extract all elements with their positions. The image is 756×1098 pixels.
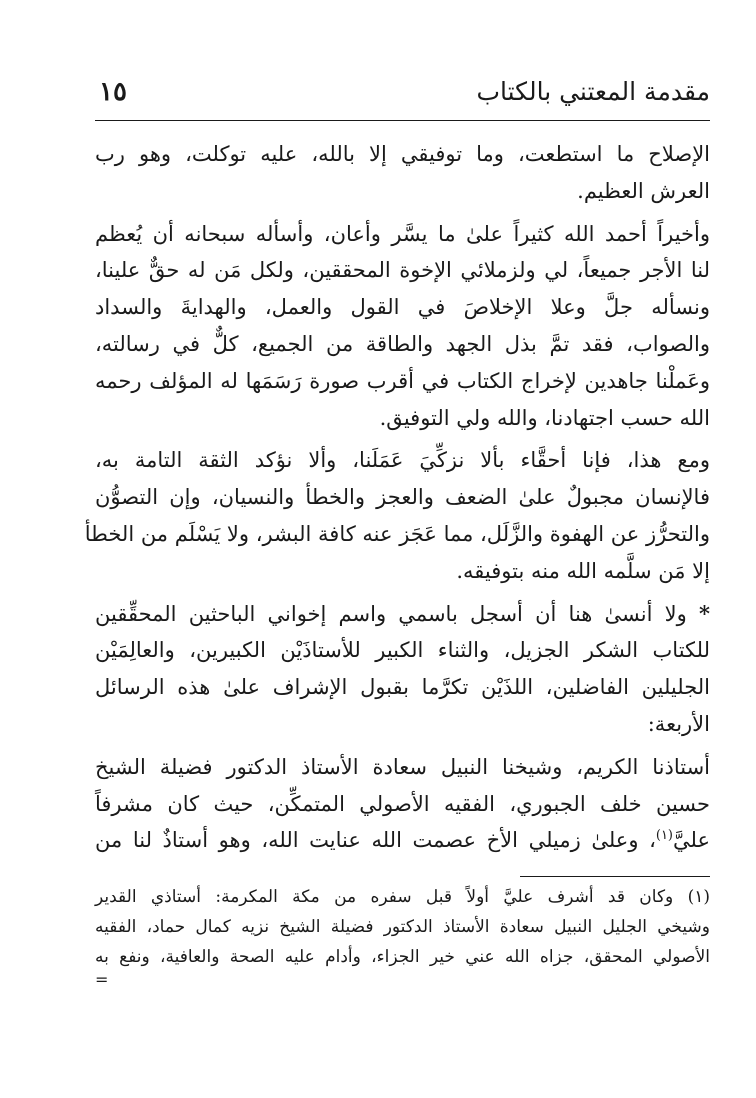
star-bullet: * [699, 600, 710, 626]
text-line: لنا الأجر جميعاً، لي ولزملائي الإخوة المحققين، ولكل مَن له حقٌّ علينا، [95, 258, 710, 283]
text-line: الجليلين الفاضلين، اللذَيْن تكرَّما بقبول الإشراف علىٰ هذه الرسائل [95, 675, 710, 700]
footnote-line: (١) وكان قد أشرف عليَّ أولاً قبل سفره من مكة المكرمة: أستاذي القدير [95, 887, 710, 907]
book-page [84, 70, 711, 989]
text-line [95, 596, 710, 633]
text-line: ومع هذا، فإنا أحقَّاء بألا نزكِّيَ عَمَلَنا، وألا نؤكد الثقة التامة به، [95, 448, 711, 473]
text-line: والصواب، فقد تمَّ بذل الجهد والطاقة من الجميع، كلٌّ في رسالته، [95, 331, 710, 356]
text-line: فالإنسان مجبولٌ علىٰ الضعف والعجز والخطأ والنسيان، وإن التصوُّن [95, 485, 710, 510]
text-line: العرش العظيم. [577, 178, 710, 203]
paragraph-5 [95, 749, 710, 859]
text-line: أستاذنا الكريم، وشيخنا النبيل سعادة الأستاذ الدكتور فضيلة الشيخ [95, 754, 710, 779]
text-line: وأخيراً أحمد الله كثيراً علىٰ ما يسَّر وأعان، وأسأله سبحانه أن يُعظم [95, 221, 710, 246]
page-header [95, 70, 710, 114]
footnote [95, 882, 710, 972]
text-line: ونسأله جلَّ وعلا الإخلاصَ في القول والعمل، والهدايةَ والسداد [95, 295, 710, 320]
text-line [95, 822, 710, 859]
text-line-start: عليَّ [673, 828, 710, 853]
paragraph-2 [95, 216, 710, 437]
text-line: حسين خلف الجبوري، الفقيه الأصولي المتمكِّن، حيث كان مشرفاً [95, 791, 710, 816]
footnote-divider [520, 876, 710, 877]
footnote-reference[interactable]: (١) [655, 828, 673, 844]
footnote-line: وشيخي الجليل النبيل سعادة الأستاذ الدكتور فضيلة الشيخ نزيه كمال حماد، الفقيه [95, 917, 710, 937]
header-divider [95, 120, 710, 121]
paragraph-1 [95, 136, 710, 210]
text-line: والتحرُّز عن الهفوة والزَّلَل، مما عَجَز عنه كافة البشر، ولا يَسْلَم من الخطأ [84, 521, 710, 546]
text-line: الأربعة: [647, 711, 710, 736]
text-line: إلا مَن سلَّمه الله منه بتوفيقه. [456, 558, 710, 583]
footnote-line: الأصولي المحقق، جزاه الله عني خير الجزاء، وأدام عليه الصحة والعافية، ونفع به [95, 947, 710, 967]
paragraph-3 [84, 442, 711, 589]
text-line-content: ولا أنسىٰ هنا أن أسجل باسمي واسم إخواني الباحثين المحقِّقين [95, 601, 687, 626]
text-line-end: ، وعلىٰ زميلي الأخ عصمت الله عنايت الله، وهو أستاذٌ لنا من [95, 828, 656, 853]
text-line: الإصلاح ما استطعت، وما توفيقي إلا بالله، عليه توكلت، وهو رب [95, 142, 710, 166]
paragraph-4 [95, 596, 710, 743]
text-line: وعَملْنا جاهدين لإخراج الكتاب في أقرب صورة رَسَمَها له المؤلف رحمه [95, 368, 710, 393]
main-text [84, 136, 711, 865]
text-line: الله حسب اجتهادنا، والله ولي التوفيق. [379, 405, 710, 430]
page-number: ١٥ [99, 77, 127, 107]
footnote-continuation-mark: = [95, 970, 109, 989]
text-line: للكتاب الشكر الجزيل، والثناء الكبير للأستاذَيْن الكبيرين، والعالِمَيْن [95, 638, 710, 663]
running-header-title: مقدمة المعتني بالكتاب [476, 77, 710, 106]
